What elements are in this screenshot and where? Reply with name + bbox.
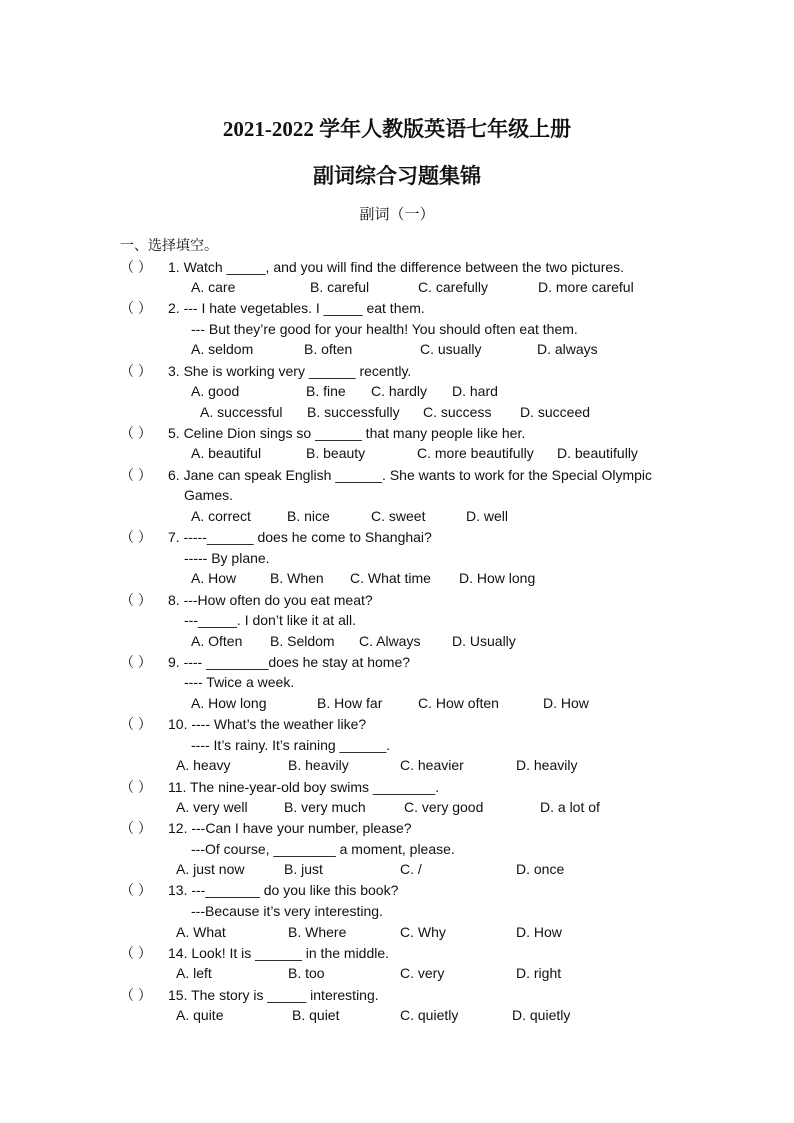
answer-option[interactable]: A. correct xyxy=(191,508,251,524)
question-stem-continued: ---Of course, ________ a moment, please. xyxy=(191,841,455,857)
answer-blank[interactable]: （ ） xyxy=(120,945,152,961)
answer-blank[interactable]: （ ） xyxy=(120,654,152,670)
answer-option[interactable]: B. very much xyxy=(284,799,366,815)
answer-option[interactable]: A. left xyxy=(176,965,212,981)
answer-option[interactable]: C. usually xyxy=(420,341,482,357)
question-stem-continued: --- But they’re good for your health! You should often eat them. xyxy=(191,321,578,337)
question-stem: 15. The story is _____ interesting. xyxy=(168,987,379,1003)
page-title: 2021-2022 学年人教版英语七年级上册 xyxy=(222,117,572,141)
answer-option[interactable]: A. beautiful xyxy=(191,445,262,461)
question-stem-continued: ---Because it’s very interesting. xyxy=(191,903,383,919)
answer-option[interactable]: A. How long xyxy=(191,695,267,711)
answer-option[interactable]: A. successful xyxy=(200,404,283,420)
answer-option[interactable]: D. more careful xyxy=(538,279,634,295)
answer-option[interactable]: A. quite xyxy=(176,1007,224,1023)
answer-option[interactable]: A. very well xyxy=(176,799,248,815)
answer-option[interactable]: B. Seldom xyxy=(270,633,335,649)
answer-option[interactable]: C. very xyxy=(400,965,445,981)
answer-option[interactable]: C. very good xyxy=(404,799,484,815)
answer-blank[interactable]: （ ） xyxy=(120,779,152,795)
answer-blank[interactable]: （ ） xyxy=(120,592,152,608)
answer-option[interactable]: B. When xyxy=(270,570,324,586)
answer-blank[interactable]: （ ） xyxy=(120,425,152,441)
answer-option[interactable]: C. hardly xyxy=(371,383,428,399)
answer-option[interactable]: C. What time xyxy=(350,570,431,586)
answer-blank[interactable]: （ ） xyxy=(120,716,152,732)
answer-option[interactable]: B. Where xyxy=(288,924,347,940)
answer-option[interactable]: B. successfully xyxy=(307,404,400,420)
answer-option[interactable]: C. quietly xyxy=(400,1007,459,1023)
answer-option[interactable]: D. well xyxy=(466,508,509,524)
answer-option[interactable]: A. just now xyxy=(176,861,245,877)
answer-option[interactable]: A. heavy xyxy=(176,757,231,773)
answer-option[interactable]: A. care xyxy=(191,279,236,295)
question-stem: 3. She is working very ______ recently. xyxy=(168,363,412,379)
answer-option[interactable]: C. / xyxy=(400,861,422,877)
answer-option[interactable]: C. Why xyxy=(400,924,446,940)
answer-option[interactable]: B. beauty xyxy=(306,445,366,461)
answer-option[interactable]: B. nice xyxy=(287,508,330,524)
answer-blank[interactable]: （ ） xyxy=(120,363,152,379)
answer-option[interactable]: C. more beautifully xyxy=(417,445,534,461)
answer-option[interactable]: D. always xyxy=(537,341,598,357)
answer-option[interactable]: B. too xyxy=(288,965,325,981)
question-stem-continued: ----- By plane. xyxy=(184,550,270,566)
question-stem: 10. ---- What’s the weather like? xyxy=(168,716,367,732)
answer-option[interactable]: B. How far xyxy=(317,695,383,711)
answer-option[interactable]: D. hard xyxy=(452,383,498,399)
answer-option[interactable]: D. How xyxy=(543,695,589,711)
answer-option[interactable]: A. What xyxy=(176,924,226,940)
answer-option[interactable]: D. How xyxy=(516,924,562,940)
answer-option[interactable]: B. quiet xyxy=(292,1007,340,1023)
question-stem-continued: ---_____. I don’t like it at all. xyxy=(184,612,356,628)
answer-option[interactable]: D. right xyxy=(516,965,562,981)
answer-blank[interactable]: （ ） xyxy=(120,300,152,316)
answer-option[interactable]: B. heavily xyxy=(288,757,349,773)
answer-option[interactable]: A. Often xyxy=(191,633,243,649)
question-stem: 6. Jane can speak English ______. She wants to work for the Special Olympic xyxy=(168,467,653,483)
answer-option[interactable]: A. seldom xyxy=(191,341,254,357)
answer-option[interactable]: A. good xyxy=(191,383,240,399)
answer-option[interactable]: B. just xyxy=(284,861,323,877)
part-heading: 副词（一） xyxy=(359,206,435,223)
question-stem: 1. Watch _____, and you will find the difference between the two pictures. xyxy=(168,259,625,275)
answer-blank[interactable]: （ ） xyxy=(120,820,152,836)
question-stem: 8. ---How often do you eat meat? xyxy=(168,592,373,608)
answer-option[interactable]: D. heavily xyxy=(516,757,578,773)
answer-option[interactable]: D. once xyxy=(516,861,565,877)
question-stem: 9. ---- ________does he stay at home? xyxy=(168,654,411,670)
answer-option[interactable]: B. often xyxy=(304,341,353,357)
question-stem: 13. ---_______ do you like this book? xyxy=(168,882,399,898)
answer-option[interactable]: A. How xyxy=(191,570,237,586)
question-stem-continued: ---- It’s rainy. It’s raining ______. xyxy=(191,737,391,753)
question-stem: 14. Look! It is ______ in the middle. xyxy=(168,945,390,961)
answer-option[interactable]: B. careful xyxy=(310,279,370,295)
answer-option[interactable]: D. a lot of xyxy=(540,799,600,815)
question-stem: 2. --- I hate vegetables. I _____ eat them. xyxy=(168,300,425,316)
answer-option[interactable]: C. success xyxy=(423,404,492,420)
answer-blank[interactable]: （ ） xyxy=(120,467,152,483)
answer-option[interactable]: D. How long xyxy=(459,570,536,586)
answer-blank[interactable]: （ ） xyxy=(120,882,152,898)
question-stem: 11. The nine-year-old boy swims ________. xyxy=(168,779,440,795)
answer-blank[interactable]: （ ） xyxy=(120,987,152,1003)
answer-option[interactable]: C. heavier xyxy=(400,757,464,773)
question-stem: 12. ---Can I have your number, please? xyxy=(168,820,412,836)
answer-option[interactable]: C. carefully xyxy=(418,279,489,295)
answer-option[interactable]: B. fine xyxy=(306,383,346,399)
question-stem-continued: ---- Twice a week. xyxy=(184,674,295,690)
answer-option[interactable]: D. beautifully xyxy=(557,445,638,461)
section-heading: 一、选择填空。 xyxy=(120,237,218,253)
question-stem: 7. -----______ does he come to Shanghai? xyxy=(168,529,432,545)
page-subtitle: 副词综合习题集锦 xyxy=(313,164,481,188)
answer-option[interactable]: C. sweet xyxy=(371,508,426,524)
answer-option[interactable]: C. Always xyxy=(359,633,421,649)
answer-option[interactable]: D. Usually xyxy=(452,633,516,649)
question-stem: 5. Celine Dion sings so ______ that many people like her. xyxy=(168,425,526,441)
answer-option[interactable]: D. succeed xyxy=(520,404,591,420)
answer-blank[interactable]: （ ） xyxy=(120,259,152,275)
question-stem-continued: Games. xyxy=(184,487,234,503)
answer-blank[interactable]: （ ） xyxy=(120,529,152,545)
answer-option[interactable]: C. How often xyxy=(418,695,499,711)
answer-option[interactable]: D. quietly xyxy=(512,1007,571,1023)
